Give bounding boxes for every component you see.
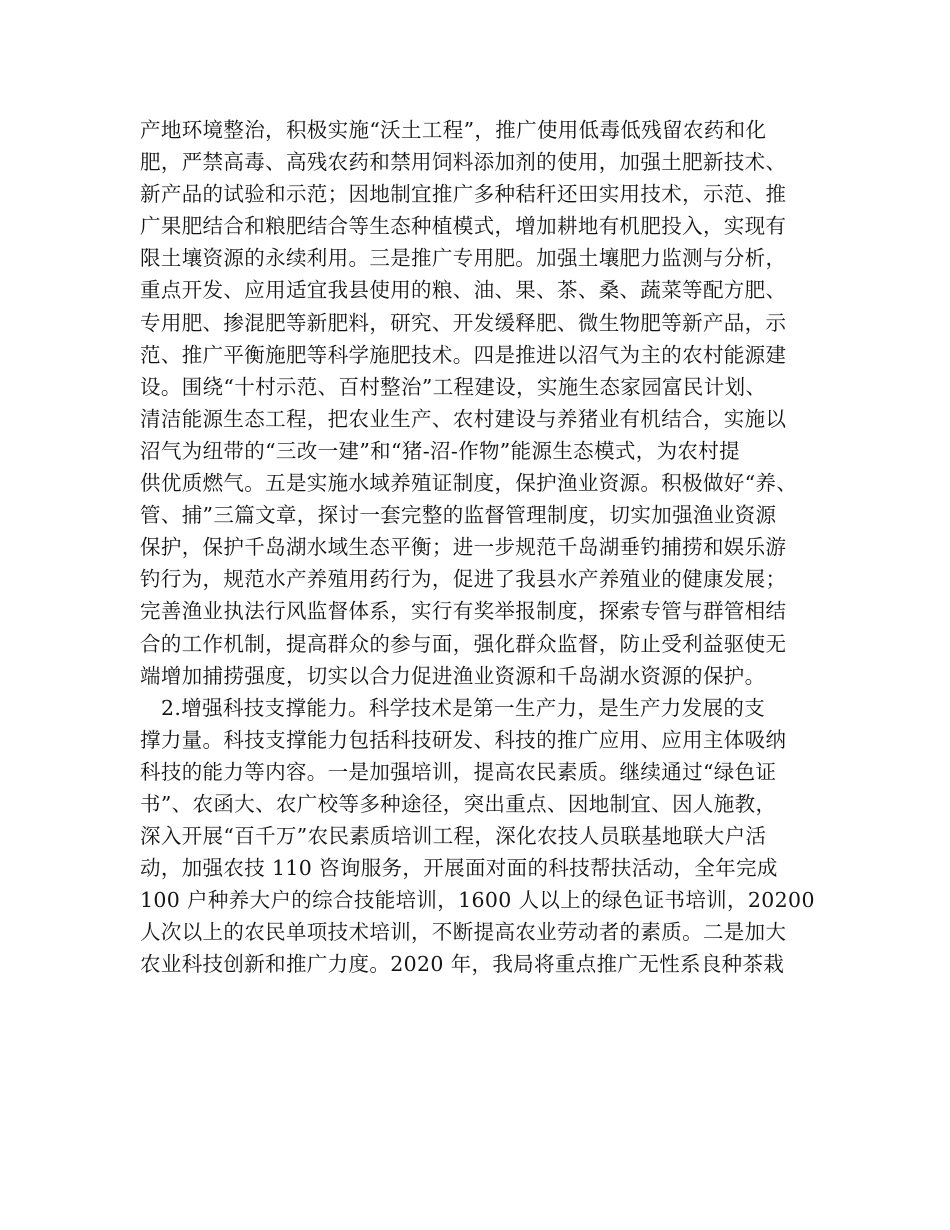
text-line: 完善渔业执法行风监督体系，实行有奖举报制度，探索专管与群管相结 bbox=[140, 599, 787, 624]
text-line: 书”、农函大、农广校等多种途径，突出重点、因地制宜、因人施教， bbox=[140, 791, 777, 816]
text-line: 钓行为，规范水产养殖用药行为，促进了我县水产养殖业的健康发展； bbox=[140, 567, 787, 592]
text-line: 撑力量。科技支撑能力包括科技研发、科技的推广应用、应用主体吸纳 bbox=[140, 727, 787, 752]
text-line: 沼气为纽带的“三改一建”和“猪-沼-作物”能源生态模式，为农村提 bbox=[140, 438, 740, 463]
text-line: 重点开发、应用适宜我县使用的粮、油、果、茶、桑、蔬菜等配方肥、 bbox=[140, 278, 787, 303]
body-text bbox=[140, 114, 830, 981]
text-line: 限土壤资源的永续利用。三是推广专用肥。加强土壤肥力监测与分析， bbox=[140, 246, 787, 271]
text-line: 端增加捕捞强度，切实以合力促进渔业资源和千岛湖水资源的保护。 bbox=[140, 663, 766, 688]
text-line: 产地环境整治，积极实施“沃土工程”，推广使用低毒低残留农药和化 bbox=[140, 118, 767, 142]
text-line: 广果肥结合和粮肥结合等生态种植模式，增加耕地有机肥投入，实现有 bbox=[140, 214, 787, 239]
text-line: 农业科技创新和推广力度。2020 年，我局将重点推广无性系良种茶栽 bbox=[140, 952, 785, 977]
text-line: 范、推广平衡施肥等科学施肥技术。四是推进以沼气为主的农村能源建 bbox=[140, 342, 787, 367]
text-line: 供优质燃气。五是实施水域养殖证制度，保护渔业资源。积极做好“养、 bbox=[140, 471, 798, 496]
text-line: 100 户种养大户的综合技能培训，1600 人以上的绿色证书培训，20200 bbox=[140, 888, 815, 913]
paragraph-start-line: 2.增强科技支撑能力。科学技术是第一生产力，是生产力发展的支 bbox=[161, 695, 766, 720]
text-line: 新产品的试验和示范；因地制宜推广多种秸秆还田实用技术，示范、推 bbox=[140, 182, 787, 207]
text-line: 保护，保护千岛湖水域生态平衡；进一步规范千岛湖垂钓捕捞和娱乐游 bbox=[140, 535, 787, 560]
text-line: 科技的能力等内容。一是加强培训，提高农民素质。继续通过“绿色证 bbox=[140, 759, 777, 784]
text-line: 管、捕”三篇文章，探讨一套完整的监督管理制度，切实加强渔业资源 bbox=[140, 503, 777, 528]
text-line: 人次以上的农民单项技术培训，不断提高农业劳动者的素质。二是加大 bbox=[140, 920, 787, 945]
text-line: 专用肥、掺混肥等新肥料，研究、开发缓释肥、微生物肥等新产品，示 bbox=[140, 310, 787, 335]
text-line: 合的工作机制，提高群众的参与面，强化群众监督，防止受利益驱使无 bbox=[140, 631, 787, 656]
text-line: 肥，严禁高毒、高残农药和禁用饲料添加剂的使用，加强土肥新技术、 bbox=[140, 150, 787, 175]
text-line: 设。围绕“十村示范、百村整治”工程建设，实施生态家园富民计划、 bbox=[140, 374, 767, 399]
text-line: 清洁能源生态工程，把农业生产、农村建设与养猪业有机结合，实施以 bbox=[140, 406, 787, 431]
text-line: 动，加强农技 110 咨询服务，开展面对面的科技帮扶活动，全年完成 bbox=[140, 856, 778, 881]
text-line: 深入开展“百千万”农民素质培训工程，深化农技人员联基地联大户活 bbox=[140, 824, 767, 849]
